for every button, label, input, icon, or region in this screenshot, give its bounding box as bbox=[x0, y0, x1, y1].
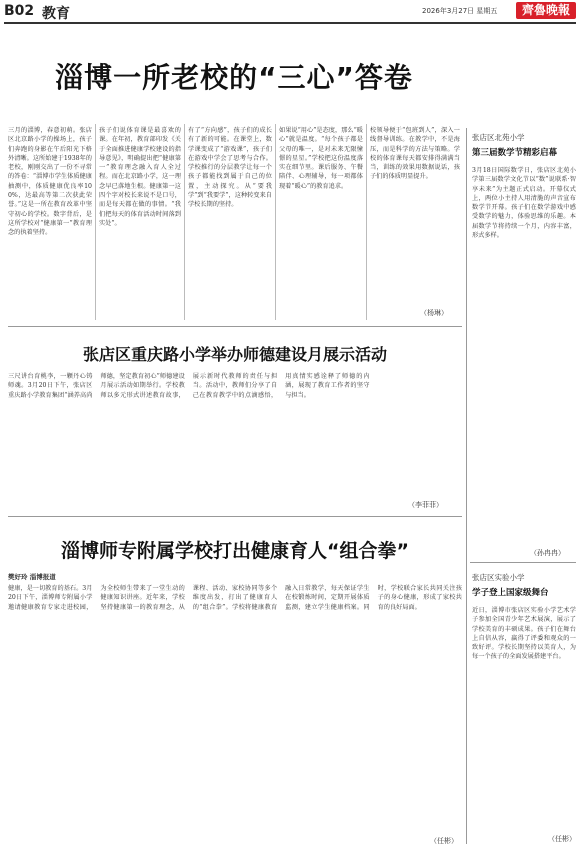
column-rule bbox=[95, 124, 96, 320]
article-3-body: 健康，是一切教育的基石。3月20日下午，淄博师专附属小学邀请健康教育专家走进校园，为全校师生带来了一堂生动的健康知识讲座。近年来，学校坚持健康第一的教育理念，从课程、活动、家校协同等多个维度出发，打出了健康育人的“组合拳”。学校将健康教育融入日常教学，每天保证学生在校锻炼时间，定期开展体质监测，建立学生健康档案。同时，学校联合家长共同关注孩子的身心健康，形成了家校共育的良好局面。 bbox=[8, 585, 462, 611]
column-rule bbox=[275, 124, 276, 320]
main-article-col3: 有了“方向感”，孩子们的成长有了新的可能。在课堂上，数学课变成了“游戏课”，孩子们在游戏中学会了思考与合作。学校推行的分层教学让每一个孩子都能找到属于自己的位置，主动探究。从“要我学”到“我要学”，这种转变来自学校长期的坚持。 bbox=[188, 127, 272, 209]
main-headline: 淄博一所老校的“三心”答卷 bbox=[55, 61, 413, 94]
header-rule bbox=[4, 22, 576, 24]
article-2-signature: （李菲菲） bbox=[408, 501, 443, 509]
main-article-signature: （杨琳） bbox=[420, 309, 448, 317]
main-article-col2: 孩子们说体育课是最喜欢的课。在年初，教育部印发《关于全面推进健康学校建设的指导意见》，明确提出把“健康第一”教育理念融入育人全过程。而在北京路小学，这一理念早已落地生根。健康第一这四个字对校长来说不是口号，而是每天都在做的事情。“我们把每天的体育活动时间落到实处”。 bbox=[99, 127, 181, 227]
sidebar-1-body: 3月18日国际数学日，张店区北苑小学第三届数学文化节以“数”说联系·智享未来”为主题正式启动。开幕仪式上，两位小主持人用清脆的声音宣布数学节开幕。孩子们在数学游戏中感受数学的魅力，体验思维的乐趣。本届数学节将持续一个月，内容丰富，形式多样。 bbox=[472, 167, 576, 240]
sidebar-article-1 bbox=[472, 132, 576, 158]
column-rule bbox=[184, 124, 185, 320]
sidebar-1-signature: （孙冉冉） bbox=[530, 549, 565, 557]
article-3-byline: 樊好玲 淄博报道 bbox=[8, 573, 56, 581]
sidebar-article-2 bbox=[472, 572, 576, 598]
column-rule bbox=[366, 124, 367, 320]
article-separator bbox=[8, 516, 462, 517]
newspaper-logo: 齊魯晚報 bbox=[516, 2, 576, 19]
article-3-headline: 淄博师专附属学校打出健康育人“组合拳” bbox=[61, 540, 409, 562]
sidebar-2-school: 张店区实验小学 bbox=[472, 573, 525, 582]
article-3-signature: （任彬） bbox=[430, 837, 458, 845]
sidebar-separator bbox=[470, 562, 576, 563]
article-2-body: 三尺讲台育桃李，一颗丹心铸师魂。3月20日下午，张店区重庆路小学教育集团“涵养高尚师德，坚定教育初心”师德建设月展示活动如期举行。学校教师以多元形式讲述教育故事，展示新时代教师的责任与担当。活动中，教师们分享了自己在教育教学中的点滴感悟，用真情实感诠释了师德的内涵，展现了教育工作者的坚守与担当。 bbox=[8, 373, 370, 399]
page-header bbox=[0, 0, 580, 22]
section-name: 教育 bbox=[42, 6, 70, 22]
sidebar-divider bbox=[466, 128, 467, 844]
sidebar-1-headline: 第三届数学节精彩启幕 bbox=[472, 148, 558, 158]
page-number: B02 bbox=[4, 3, 35, 19]
sidebar-1-school: 张店区北苑小学 bbox=[472, 133, 525, 142]
main-article-col4: 如果说“用心”是态度，那么“暖心”就是温度。“每个孩子都是父母的唯一，是对未来无限憧憬的星星。”学校把这份温度落实在细节里。课后服务、午餐陪伴、心理辅导，每一项都体现着“暖心”的教育追求。 bbox=[279, 127, 363, 190]
main-article-col1: 三月的淄博，春意初萌。张店区北京路小学的操场上，孩子们奔跑的身影在午后阳光下格外清晰。这所始建于1938年的老校，刚刚交出了一份不寻常的答卷：“淄博市学生体质健康抽测中，体质健康优良率100%，达最高等第二次获此荣誉。”这是一所在教育改革中坚守初心的学校。数字背后，是这所学校对“健康第一”教育理念的执着坚持。 bbox=[8, 127, 92, 237]
sidebar-2-headline: 学子登上国家级舞台 bbox=[472, 588, 549, 598]
sidebar-2-body: 近日，淄博市张店区实验小学艺术学子参加全国青少年艺术展演，展示了学校美育的丰硕成果。孩子们在舞台上自信从容，赢得了评委和观众的一致好评。学校长期坚持以美育人，为每一个孩子的全面发展搭建平台。 bbox=[472, 607, 576, 661]
main-article-col5: 校领导便于“包班到人”，深入一线督导训练。在教学中，不是海压，而是科学的方法与策略。学校的体育课每天都安排得满满当当，训练的效果用数据说话，孩子们的体质明显提升。 bbox=[370, 127, 460, 181]
issue-date: 2026年3月27日 星期五 bbox=[422, 7, 498, 15]
sidebar-2-signature: （任彬） bbox=[548, 835, 576, 843]
article-2-headline: 张店区重庆路小学举办师德建设月展示活动 bbox=[82, 345, 387, 364]
article-separator bbox=[8, 326, 462, 327]
